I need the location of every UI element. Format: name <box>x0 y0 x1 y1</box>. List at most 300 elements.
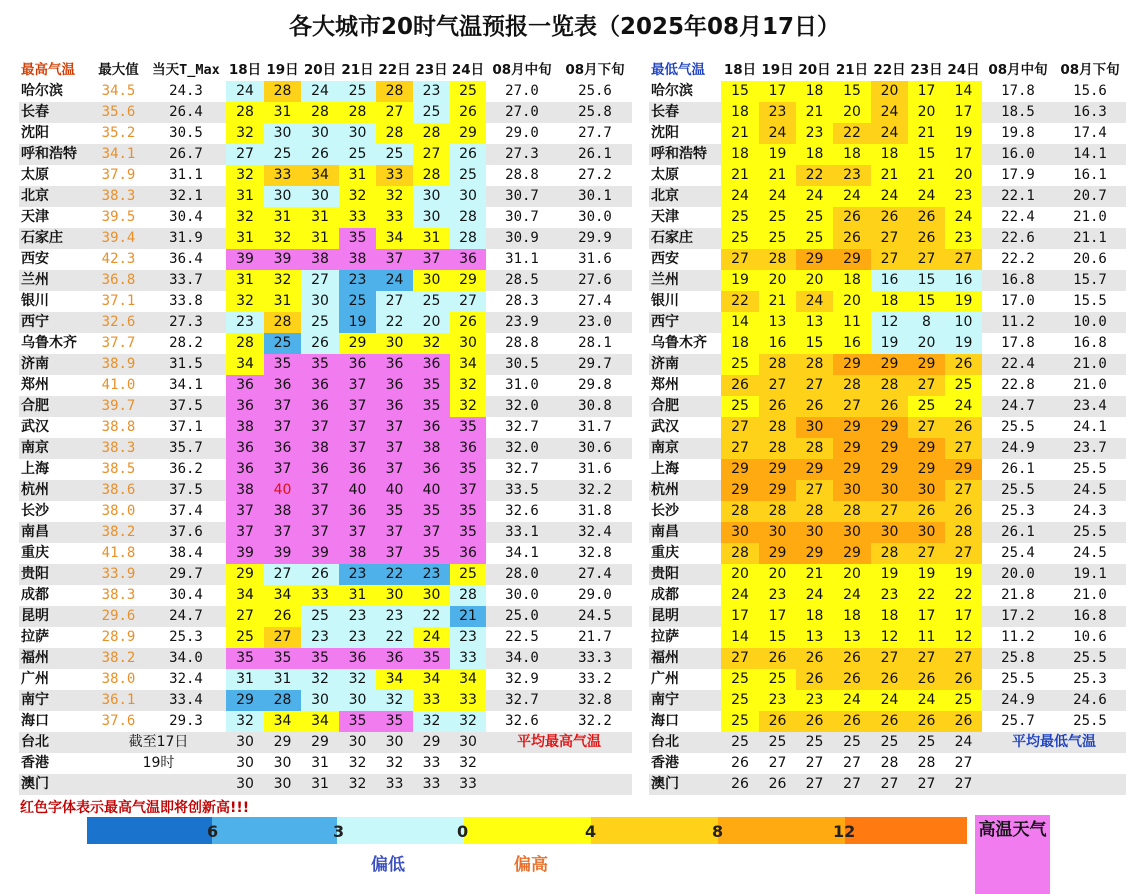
day-low: 26 <box>945 501 982 522</box>
day-high: 37 <box>376 522 413 543</box>
day-high: 35 <box>450 522 486 543</box>
high-row <box>19 333 632 354</box>
today-max: 33.4 <box>146 690 226 711</box>
day-low: 27 <box>945 249 982 270</box>
day-low: 26 <box>871 669 908 690</box>
today-max: 34.1 <box>169 377 203 393</box>
day-high: 37 <box>413 522 450 543</box>
day-low: 25 <box>721 669 759 690</box>
day-high: 32 <box>226 123 264 144</box>
day-high: 36 <box>226 438 264 459</box>
day-low: 29 <box>721 480 759 501</box>
day-high: 37 <box>376 438 413 459</box>
day-low: 23 <box>945 186 982 207</box>
today-max: 38.4 <box>169 545 203 561</box>
day-low: 29 <box>759 459 796 480</box>
high-row <box>19 648 632 669</box>
high-row <box>19 459 632 480</box>
city-name: 成都 <box>21 587 49 603</box>
today-max: 35.7 <box>146 438 226 459</box>
city-name: 呼和浩特 <box>19 144 91 165</box>
high-header-9: 24日 <box>451 62 485 78</box>
legend-seg-blue-mid <box>212 817 337 844</box>
day-low: 15 <box>908 144 945 165</box>
day-high: 30 <box>236 755 254 771</box>
day-high: 38 <box>264 501 301 522</box>
day-high: 28 <box>450 585 486 606</box>
day-low: 23 <box>871 585 908 606</box>
day-low: 29 <box>721 459 759 480</box>
high-row <box>19 354 632 375</box>
day-low: 26 <box>833 228 871 249</box>
mid-aug-avg: 17.2 <box>982 606 1054 627</box>
day-high: 33 <box>376 165 413 186</box>
day-high: 40 <box>376 480 413 501</box>
day-low: 29 <box>945 459 982 480</box>
day-low: 26 <box>945 669 982 690</box>
today-max: 26.7 <box>146 144 226 165</box>
day-high: 23 <box>339 270 376 291</box>
day-high: 27 <box>226 144 264 165</box>
mid-aug-avg: 16.0 <box>982 144 1054 165</box>
blank-cell <box>982 753 1126 774</box>
day-high: 30 <box>226 774 264 795</box>
day-low: 17 <box>945 102 982 123</box>
record-max: 39.7 <box>91 396 146 417</box>
low-row <box>649 123 1126 144</box>
low-row <box>649 228 1126 249</box>
day-low: 15 <box>796 333 833 354</box>
city-name: 长春 <box>649 102 721 123</box>
day-low: 20 <box>871 81 908 102</box>
day-high: 28 <box>301 102 339 123</box>
day-high: 34 <box>264 585 301 606</box>
day-high: 28 <box>413 123 450 144</box>
high-row <box>19 123 632 144</box>
day-low: 27 <box>945 543 982 564</box>
mid-aug-avg: 27.0 <box>486 102 558 123</box>
legend-above-label: 偏高 <box>514 855 548 875</box>
late-aug-avg: 25.5 <box>1054 522 1126 543</box>
day-high: 30 <box>450 333 486 354</box>
day-low: 28 <box>796 501 833 522</box>
day-low: 24 <box>721 186 759 207</box>
blank-cell <box>486 774 632 795</box>
day-low: 20 <box>721 564 759 585</box>
mid-aug-avg: 22.4 <box>982 354 1054 375</box>
day-high: 31 <box>311 755 329 771</box>
city-name: 银川 <box>651 293 679 309</box>
late-aug-avg: 10.6 <box>1073 629 1107 645</box>
today-max: 37.5 <box>146 480 226 501</box>
day-low: 12 <box>871 627 908 648</box>
day-high: 33 <box>413 690 450 711</box>
late-aug-avg: 30.8 <box>558 396 632 417</box>
day-high: 36 <box>301 375 339 396</box>
low-row <box>649 480 1126 501</box>
record-max: 41.0 <box>101 377 136 393</box>
high-header-10: 08月中旬 <box>492 62 552 78</box>
day-low: 24 <box>833 186 871 207</box>
day-low: 13 <box>796 627 833 648</box>
day-low: 27 <box>945 438 982 459</box>
day-high: 36 <box>339 459 376 480</box>
low-row <box>649 291 1126 312</box>
day-low: 20 <box>796 270 833 291</box>
day-high: 36 <box>376 396 413 417</box>
high-header-11: 08月下旬 <box>565 62 625 78</box>
day-low: 28 <box>759 417 796 438</box>
day-low: 27 <box>908 774 945 795</box>
mid-aug-avg: 30.5 <box>486 354 558 375</box>
mid-aug-avg: 28.5 <box>486 270 558 291</box>
late-aug-avg: 25.5 <box>1073 713 1107 729</box>
low-row <box>649 438 1126 459</box>
day-high: 27 <box>450 291 486 312</box>
day-high: 32 <box>376 690 413 711</box>
day-high: 29 <box>450 123 486 144</box>
day-low: 25 <box>759 669 796 690</box>
day-high: 34 <box>301 711 339 732</box>
day-high: 30 <box>450 732 486 753</box>
day-low: 28 <box>721 543 759 564</box>
low-header-5: 22日 <box>873 62 906 78</box>
day-low: 26 <box>833 669 871 690</box>
late-aug-avg: 17.4 <box>1073 125 1107 141</box>
mid-aug-avg: 22.2 <box>1001 251 1035 267</box>
day-high: 32 <box>264 270 301 291</box>
day-low: 13 <box>759 312 796 333</box>
record-max: 38.9 <box>91 354 146 375</box>
mid-aug-avg: 32.6 <box>505 713 539 729</box>
high-extra-row <box>19 732 632 753</box>
city-name: 合肥 <box>649 396 721 417</box>
day-high: 37 <box>376 459 413 480</box>
day-high: 25 <box>450 165 486 186</box>
record-max: 38.0 <box>101 671 136 687</box>
day-high: 33 <box>264 165 301 186</box>
city-name: 南宁 <box>19 690 91 711</box>
day-low: 25 <box>721 354 759 375</box>
high-row <box>19 186 632 207</box>
late-aug-avg: 27.6 <box>558 270 632 291</box>
day-low: 19 <box>945 291 982 312</box>
record-max: 34.1 <box>91 144 146 165</box>
day-high: 37 <box>264 417 301 438</box>
day-high: 36 <box>339 354 376 375</box>
day-low: 30 <box>833 522 871 543</box>
day-high: 39 <box>264 543 301 564</box>
low-header-1: 18日 <box>723 62 757 78</box>
low-row <box>649 102 1126 123</box>
day-high: 25 <box>413 102 450 123</box>
low-row <box>649 690 1126 711</box>
day-high: 28 <box>376 123 413 144</box>
mid-aug-avg: 33.1 <box>486 522 558 543</box>
day-low: 25 <box>871 732 908 753</box>
day-high: 38 <box>413 438 450 459</box>
day-low: 15 <box>759 627 796 648</box>
day-low: 16 <box>871 270 908 291</box>
high-row <box>19 312 632 333</box>
mid-aug-avg: 32.6 <box>505 503 539 519</box>
extra-note: 截至17日 <box>91 732 226 753</box>
day-high: 33 <box>376 774 413 795</box>
city-name: 郑州 <box>651 377 679 393</box>
day-low: 26 <box>731 755 749 771</box>
day-low: 27 <box>805 755 824 771</box>
day-low: 27 <box>945 774 982 795</box>
day-high: 37 <box>264 396 301 417</box>
late-aug-avg: 21.0 <box>1054 354 1126 375</box>
day-high: 32 <box>301 669 339 690</box>
day-low: 26 <box>908 711 945 732</box>
day-low: 20 <box>759 270 796 291</box>
day-low: 18 <box>796 606 833 627</box>
day-high: 25 <box>226 627 264 648</box>
mid-aug-avg: 31.0 <box>505 377 539 393</box>
high-row <box>19 396 632 417</box>
day-high: 32 <box>385 755 404 771</box>
late-aug-avg: 33.3 <box>558 648 632 669</box>
mid-aug-avg: 25.0 <box>486 606 558 627</box>
day-low: 29 <box>796 249 833 270</box>
day-high: 30 <box>376 585 413 606</box>
city-name: 广州 <box>651 671 679 687</box>
high-extra-row <box>19 774 632 795</box>
day-high: 22 <box>376 627 413 648</box>
day-high: 36 <box>339 501 376 522</box>
day-low: 27 <box>908 375 945 396</box>
city-name: 南昌 <box>649 522 721 543</box>
late-aug-avg: 20.6 <box>1073 251 1107 267</box>
low-row <box>649 711 1126 732</box>
day-high: 25 <box>376 144 413 165</box>
day-high: 32 <box>450 396 486 417</box>
day-high: 32 <box>413 333 450 354</box>
mid-aug-avg: 23.9 <box>486 312 558 333</box>
day-high: 37 <box>376 249 413 270</box>
record-max: 38.8 <box>101 419 136 435</box>
day-low: 29 <box>796 543 833 564</box>
day-low: 27 <box>721 417 759 438</box>
day-high: 31 <box>264 291 301 312</box>
day-low: 21 <box>908 123 945 144</box>
red-font-note: 红色字体表示最高气温即将创新高!!! <box>20 800 250 816</box>
day-low: 17 <box>759 606 796 627</box>
day-low: 28 <box>833 501 871 522</box>
day-low: 28 <box>759 354 796 375</box>
day-high: 35 <box>450 501 486 522</box>
day-high: 23 <box>450 627 486 648</box>
day-high: 32 <box>226 207 264 228</box>
record-max: 34.5 <box>101 83 136 99</box>
day-high: 27 <box>413 144 450 165</box>
day-high: 37 <box>413 249 450 270</box>
today-max: 25.3 <box>169 629 203 645</box>
high-header-4: 19日 <box>266 62 299 78</box>
city-name: 兰州 <box>649 270 721 291</box>
day-high: 36 <box>413 354 450 375</box>
record-max: 37.1 <box>101 293 136 309</box>
low-row <box>649 606 1126 627</box>
day-low: 27 <box>871 648 908 669</box>
day-low: 29 <box>871 438 908 459</box>
late-aug-avg: 21.1 <box>1054 228 1126 249</box>
day-low: 27 <box>721 438 759 459</box>
mid-aug-avg: 27.0 <box>505 83 539 99</box>
day-low: 19 <box>945 333 982 354</box>
day-low: 15 <box>908 291 945 312</box>
city-name: 香港 <box>651 755 679 771</box>
mid-aug-avg: 17.0 <box>1001 293 1035 309</box>
day-low: 27 <box>871 249 908 270</box>
day-high: 26 <box>301 564 339 585</box>
mid-aug-avg: 18.5 <box>982 102 1054 123</box>
day-low: 26 <box>833 711 871 732</box>
day-high: 31 <box>226 669 264 690</box>
day-low: 24 <box>908 186 945 207</box>
high-row <box>19 669 632 690</box>
mid-aug-avg: 31.1 <box>505 251 539 267</box>
low-row <box>649 312 1126 333</box>
day-high: 27 <box>264 564 301 585</box>
day-low: 30 <box>759 522 796 543</box>
day-low: 26 <box>833 207 871 228</box>
late-aug-avg: 21.0 <box>1073 587 1107 603</box>
day-low: 17 <box>945 606 982 627</box>
day-high: 25 <box>413 291 450 312</box>
day-low: 10 <box>945 312 982 333</box>
today-max: 31.9 <box>146 228 226 249</box>
day-low: 30 <box>796 417 833 438</box>
mid-aug-avg: 20.0 <box>982 564 1054 585</box>
day-low: 13 <box>833 627 871 648</box>
day-high: 28 <box>376 81 413 102</box>
day-low: 19 <box>908 564 945 585</box>
day-high: 24 <box>413 627 450 648</box>
legend-seg-blue-light <box>337 817 464 844</box>
record-max: 39.5 <box>101 209 136 225</box>
day-high: 30 <box>273 755 292 771</box>
late-aug-avg: 30.1 <box>558 186 632 207</box>
day-low: 28 <box>833 375 871 396</box>
mid-aug-avg: 32.7 <box>505 419 539 435</box>
day-high: 31 <box>264 669 301 690</box>
extra-note: 19时 <box>142 755 175 771</box>
day-high: 26 <box>450 312 486 333</box>
day-low: 17 <box>908 81 945 102</box>
low-row <box>649 459 1126 480</box>
day-high: 23 <box>376 606 413 627</box>
high-row <box>19 249 632 270</box>
day-high: 25 <box>264 144 301 165</box>
high-header-row <box>19 60 632 81</box>
day-high: 34 <box>376 228 413 249</box>
day-high: 23 <box>339 627 376 648</box>
day-low: 30 <box>796 522 833 543</box>
late-aug-avg: 29.9 <box>558 228 632 249</box>
day-low: 24 <box>945 396 982 417</box>
record-max: 38.2 <box>91 522 146 543</box>
day-high: 36 <box>226 396 264 417</box>
day-low: 26 <box>908 669 945 690</box>
day-low: 27 <box>768 755 787 771</box>
day-high: 32 <box>264 228 301 249</box>
day-low: 27 <box>871 774 908 795</box>
legend-seg-gold <box>591 817 718 844</box>
low-row <box>649 165 1126 186</box>
day-high: 27 <box>264 627 301 648</box>
today-max: 26.4 <box>146 102 226 123</box>
day-low: 16 <box>759 333 796 354</box>
city-name: 拉萨 <box>651 629 679 645</box>
day-high: 31 <box>413 228 450 249</box>
day-low: 23 <box>759 690 796 711</box>
day-high: 32 <box>450 711 486 732</box>
city-name: 西安 <box>21 251 49 267</box>
day-high: 32 <box>339 774 376 795</box>
mid-aug-avg: 25.7 <box>1001 713 1035 729</box>
legend-tick-4: 4 <box>585 822 597 841</box>
day-low: 18 <box>796 81 833 102</box>
late-aug-avg: 32.8 <box>578 545 612 561</box>
day-high: 26 <box>450 144 486 165</box>
day-high: 28 <box>264 81 301 102</box>
high-row <box>19 627 632 648</box>
city-name: 福州 <box>19 648 91 669</box>
high-row <box>19 480 632 501</box>
today-max: 29.3 <box>169 713 203 729</box>
low-row <box>649 543 1126 564</box>
mid-aug-avg: 32.7 <box>505 461 539 477</box>
mid-aug-avg: 30.7 <box>505 209 539 225</box>
record-max: 33.9 <box>91 564 146 585</box>
late-aug-avg: 27.2 <box>578 167 612 183</box>
day-low: 25 <box>945 375 982 396</box>
day-low: 21 <box>908 165 945 186</box>
high-row <box>19 144 632 165</box>
day-low: 30 <box>833 480 871 501</box>
day-low: 18 <box>871 144 908 165</box>
day-low: 29 <box>833 354 871 375</box>
mid-aug-avg: 11.2 <box>982 312 1054 333</box>
city-name: 哈尔滨 <box>21 83 63 99</box>
day-low: 26 <box>759 648 796 669</box>
day-low: 29 <box>759 543 796 564</box>
legend-seg-dark-orange <box>845 817 967 844</box>
mid-aug-avg: 29.0 <box>505 125 539 141</box>
day-low: 21 <box>721 123 759 144</box>
legend-tick-0: 0 <box>457 822 469 841</box>
mid-aug-avg: 32.7 <box>486 690 558 711</box>
day-high: 22 <box>376 312 413 333</box>
late-aug-avg: 16.8 <box>1073 335 1107 351</box>
low-extra-row <box>649 774 1126 795</box>
day-low: 25 <box>759 228 796 249</box>
day-low: 27 <box>945 480 982 501</box>
day-high: 32 <box>339 669 376 690</box>
day-high: 39 <box>226 543 264 564</box>
day-high: 32 <box>339 186 376 207</box>
day-low: 18 <box>796 144 833 165</box>
city-name: 拉萨 <box>21 629 49 645</box>
day-low: 27 <box>954 755 973 771</box>
day-high: 34 <box>413 669 450 690</box>
mid-aug-avg: 28.0 <box>486 564 558 585</box>
day-low: 19 <box>945 123 982 144</box>
day-high: 35 <box>413 375 450 396</box>
